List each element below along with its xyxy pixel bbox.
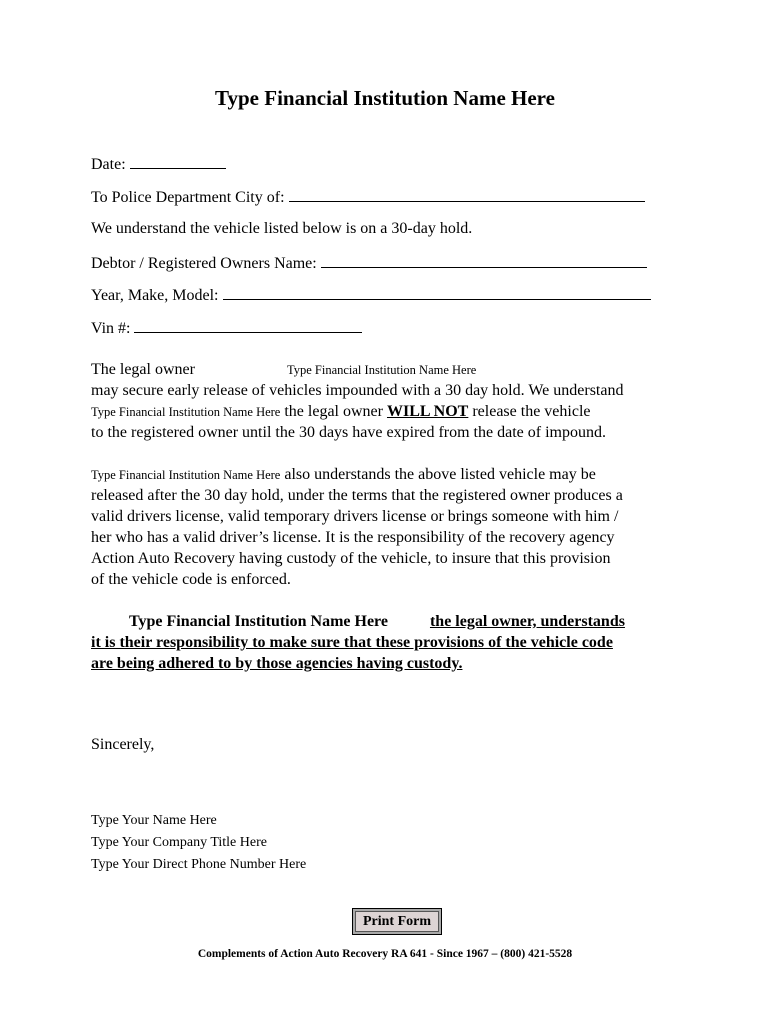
para1-line2: may secure early release of vehicles impounded with a 30 day hold. We understand — [91, 382, 624, 399]
para1-line4: to the registered owner until the 30 days have expired from the date of impound. — [91, 424, 606, 441]
para3-line2: it is their responsibility to make sure that these provisions of the vehicle code — [91, 634, 613, 651]
will-not-emphasis: WILL NOT — [386, 403, 469, 420]
year-make-model-field[interactable] — [223, 285, 651, 300]
signer-title-field[interactable]: Type Your Company Title Here — [91, 835, 267, 850]
para2-line3: valid drivers license, valid temporary drivers license or brings someone with him / — [91, 508, 619, 525]
police-city-field[interactable] — [289, 187, 645, 202]
vin-field[interactable] — [134, 318, 362, 333]
signer-phone-field[interactable]: Type Your Direct Phone Number Here — [91, 857, 307, 872]
signer-name-field[interactable]: Type Your Name Here — [91, 813, 217, 828]
institution-field-2[interactable]: Type Financial Institution Name Here — [91, 405, 281, 419]
police-department-label: To Police Department City of: — [91, 189, 285, 206]
institution-field-4[interactable]: Type Financial Institution Name Here — [129, 613, 388, 630]
also-understands-text: also understands the above listed vehicle may be — [284, 466, 596, 483]
print-form-button[interactable] — [352, 908, 442, 935]
para3-line3: are being adhered to by those agencies having custody. — [91, 655, 463, 672]
para2-line6: of the vehicle code is enforced. — [91, 571, 291, 588]
para1-line3 — [91, 401, 591, 423]
debtor-name-field[interactable] — [321, 253, 647, 268]
para2-line2: released after the 30 day hold, under the terms that the registered owner produces a — [91, 487, 623, 504]
legal-owner-text: the legal owner — [284, 403, 383, 420]
para1-line1 — [91, 359, 476, 381]
institution-field-3[interactable]: Type Financial Institution Name Here — [91, 468, 281, 482]
para3-line1 — [91, 611, 625, 632]
hold-statement: We understand the vehicle listed below is on a 30-day hold. — [91, 220, 473, 237]
footer-credit: Complements of Action Auto Recovery RA 641 - Since 1967 – (800) 421-5528 — [197, 948, 573, 960]
debtor-label: Debtor / Registered Owners Name: — [91, 255, 317, 272]
institution-field-1[interactable]: Type Financial Institution Name Here — [286, 363, 477, 377]
vehicle-label: Year, Make, Model: — [91, 287, 219, 304]
print-form-label: Print Form — [355, 911, 439, 932]
legal-owner-intro: The legal owner — [91, 361, 195, 378]
date-field[interactable] — [130, 154, 226, 169]
police-row — [91, 187, 645, 207]
para2-line1 — [91, 464, 596, 486]
vehicle-row — [91, 285, 651, 305]
para2-line5: Action Auto Recovery having custody of the vehicle, to insure that this provision — [91, 550, 611, 567]
date-row — [91, 154, 226, 174]
legal-owner-understands: the legal owner, understands — [429, 613, 625, 630]
para2-line4: her who has a valid driver’s license. It is the responsibility of the recovery agency — [91, 529, 615, 546]
date-label: Date: — [91, 156, 126, 173]
vin-label: Vin #: — [91, 320, 131, 337]
institution-title[interactable]: Type Financial Institution Name Here — [215, 86, 555, 110]
debtor-row — [91, 253, 647, 273]
release-text: release the vehicle — [472, 403, 591, 420]
sincerely: Sincerely, — [91, 736, 155, 753]
vin-row — [91, 318, 362, 338]
